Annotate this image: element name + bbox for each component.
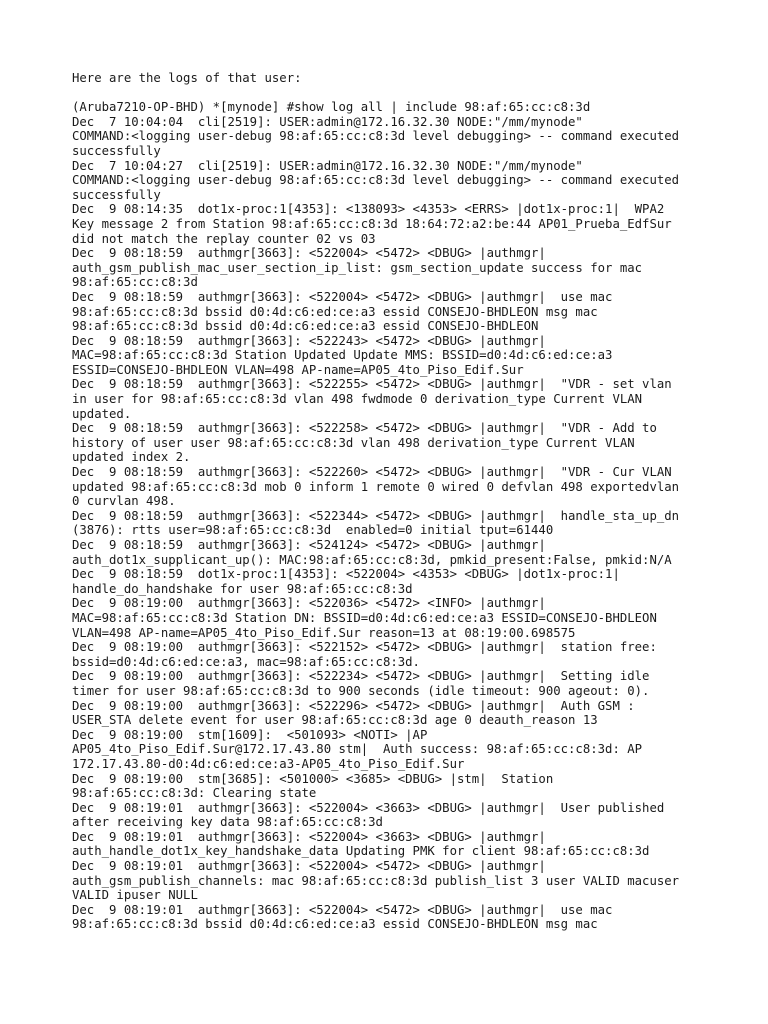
log-line: Dec 9 08:18:59 authmgr[3663]: <522344> <5472> <DBUG> |authmgr| handle_sta_up_dn (72, 508, 680, 523)
log-line: Dec 9 08:19:01 authmgr[3663]: <522004> <5472> <DBUG> |authmgr| use mac (72, 902, 613, 917)
log-line: MAC=98:af:65:cc:c8:3d Station DN: BSSID=d0:4d:c6:ed:ce:a3 ESSID=CONSEJO-BHDLEON (72, 610, 657, 625)
log-line: Dec 9 08:18:59 authmgr[3663]: <522260> <5472> <DBUG> |authmgr| "VDR - Cur VLAN (72, 465, 672, 480)
log-line: auth_gsm_publish_channels: mac 98:af:65:cc:c8:3d publish_list 3 user VALID macuser (72, 873, 680, 888)
log-line: Dec 9 08:19:00 stm[3685]: <501000> <3685> <DBUG> |stm| Station (72, 771, 554, 786)
log-line: USER_STA delete event for user 98:af:65:cc:c8:3d age 0 deauth_reason 13 (72, 713, 598, 728)
log-line: bssid=d0:4d:c6:ed:ce:a3, mac=98:af:65:cc:c8:3d. (72, 654, 420, 669)
log-line: Dec 9 08:19:00 authmgr[3663]: <522296> <5472> <DBUG> |authmgr| Auth GSM : (72, 698, 635, 713)
log-line: ESSID=CONSEJO-BHDLEON VLAN=498 AP-name=AP05_4to_Piso_Edif.Sur (72, 362, 524, 377)
log-line: successfully (72, 143, 161, 158)
log-line: Dec 9 08:19:01 authmgr[3663]: <522004> <3663> <DBUG> |authmgr| (72, 829, 546, 844)
log-line: timer for user 98:af:65:cc:c8:3d to 900 seconds (idle timeout: 900 ageout: 0). (72, 683, 650, 698)
intro-text: Here are the logs of that user: (72, 71, 302, 85)
log-line: Dec 9 08:18:59 authmgr[3663]: <522243> <5472> <DBUG> |authmgr| (72, 333, 546, 348)
log-line: Dec 9 08:18:59 authmgr[3663]: <522255> <5472> <DBUG> |authmgr| "VDR - set vlan (72, 377, 672, 392)
log-line: Dec 9 08:14:35 dot1x-proc:1[4353]: <138093> <4353> <ERRS> |dot1x-proc:1| WPA2 (72, 202, 665, 217)
log-line: (3876): rtts user=98:af:65:cc:c8:3d enabled=0 initial tput=61440 (72, 523, 554, 538)
log-line: did not match the replay counter 02 vs 03 (72, 231, 376, 246)
log-line: Dec 9 08:19:00 stm[1609]: <501093> <NOTI> |AP (72, 727, 428, 742)
log-line: auth_dot1x_supplicant_up(): MAC:98:af:65:cc:c8:3d, pmkid_present:False, pmkid:N/A (72, 552, 672, 567)
log-line: VALID ipuser NULL (72, 888, 198, 903)
log-line: 98:af:65:cc:c8:3d bssid d0:4d:c6:ed:ce:a3 essid CONSEJO-BHDLEON msg mac (72, 917, 598, 932)
log-line: Dec 9 08:19:00 authmgr[3663]: <522234> <5472> <DBUG> |authmgr| Setting idle (72, 669, 650, 684)
log-line: MAC=98:af:65:cc:c8:3d Station Updated Update MMS: BSSID=d0:4d:c6:ed:ce:a3 (72, 348, 613, 363)
log-line: 98:af:65:cc:c8:3d bssid d0:4d:c6:ed:ce:a3 essid CONSEJO-BHDLEON (72, 319, 539, 334)
log-line: Dec 9 08:18:59 authmgr[3663]: <524124> <5472> <DBUG> |authmgr| (72, 538, 546, 552)
log-line: Dec 9 08:18:59 authmgr[3663]: <522004> <5472> <DBUG> |authmgr| use mac (72, 289, 613, 304)
document-page (72, 71, 762, 932)
log-line: updated index 2. (72, 450, 191, 465)
log-line: AP05_4to_Piso_Edif.Sur@172.17.43.80 stm| Auth success: 98:af:65:cc:c8:3d: AP (72, 742, 643, 757)
log-line: 98:af:65:cc:c8:3d: Clearing state (72, 786, 317, 801)
log-output (72, 100, 762, 932)
log-line: auth_handle_dot1x_key_handshake_data Updating PMK for client 98:af:65:cc:c8:3d (72, 844, 650, 859)
log-line: COMMAND:<logging user-debug 98:af:65:cc:c8:3d level debugging> -- command executed (72, 173, 680, 188)
log-line: 98:af:65:cc:c8:3d (72, 275, 198, 290)
log-line: after receiving key data 98:af:65:cc:c8:3d (72, 815, 383, 830)
log-line: Dec 9 08:18:59 authmgr[3663]: <522258> <5472> <DBUG> |authmgr| "VDR - Add to (72, 421, 657, 436)
log-line: COMMAND:<logging user-debug 98:af:65:cc:c8:3d level debugging> -- command executed (72, 129, 680, 144)
log-line: (Aruba7210-OP-BHD) *[mynode] #show log all | include 98:af:65:cc:c8:3d (72, 100, 591, 115)
log-line: 0 curvlan 498. (72, 494, 176, 509)
log-line: 172.17.43.80-d0:4d:c6:ed:ce:a3-AP05_4to_Piso_Edif.Sur (72, 756, 465, 771)
log-line: updated 98:af:65:cc:c8:3d mob 0 inform 1 remote 0 wired 0 defvlan 498 exportedvlan (72, 479, 680, 494)
log-line: Dec 9 08:19:01 authmgr[3663]: <522004> <3663> <DBUG> |authmgr| User published (72, 800, 665, 815)
log-line: Dec 9 08:19:00 authmgr[3663]: <522036> <5472> <INFO> |authmgr| (72, 596, 546, 611)
log-line: Dec 9 08:18:59 authmgr[3663]: <522004> <5472> <DBUG> |authmgr| (72, 246, 546, 261)
log-line: handle_do_handshake for user 98:af:65:cc:c8:3d (72, 581, 413, 596)
log-line: Dec 9 08:18:59 dot1x-proc:1[4353]: <522004> <4353> <DBUG> |dot1x-proc:1| (72, 567, 620, 582)
log-line: Dec 9 08:19:01 authmgr[3663]: <522004> <5472> <DBUG> |authmgr| (72, 859, 546, 874)
log-line: Key message 2 from Station 98:af:65:cc:c8:3d 18:64:72:a2:be:44 AP01_Prueba_EdfSur (72, 216, 672, 231)
log-line: successfully (72, 187, 161, 202)
log-line: history of user user 98:af:65:cc:c8:3d vlan 498 derivation_type Current VLAN (72, 435, 635, 450)
log-line: auth_gsm_publish_mac_user_section_ip_list: gsm_section_update success for mac (72, 260, 643, 275)
log-line: Dec 9 08:19:00 authmgr[3663]: <522152> <5472> <DBUG> |authmgr| station free: (72, 640, 657, 655)
log-line: 98:af:65:cc:c8:3d bssid d0:4d:c6:ed:ce:a3 essid CONSEJO-BHDLEON msg mac (72, 304, 598, 319)
log-line: in user for 98:af:65:cc:c8:3d vlan 498 fwdmode 0 derivation_type Current VLAN (72, 392, 643, 407)
log-line: Dec 7 10:04:27 cli[2519]: USER:admin@172.16.32.30 NODE:"/mm/mynode" (72, 158, 583, 173)
log-line: Dec 7 10:04:04 cli[2519]: USER:admin@172.16.32.30 NODE:"/mm/mynode" (72, 114, 583, 129)
log-line: updated. (72, 406, 132, 421)
log-line: VLAN=498 AP-name=AP05_4to_Piso_Edif.Sur reason=13 at 08:19:00.698575 (72, 625, 576, 640)
